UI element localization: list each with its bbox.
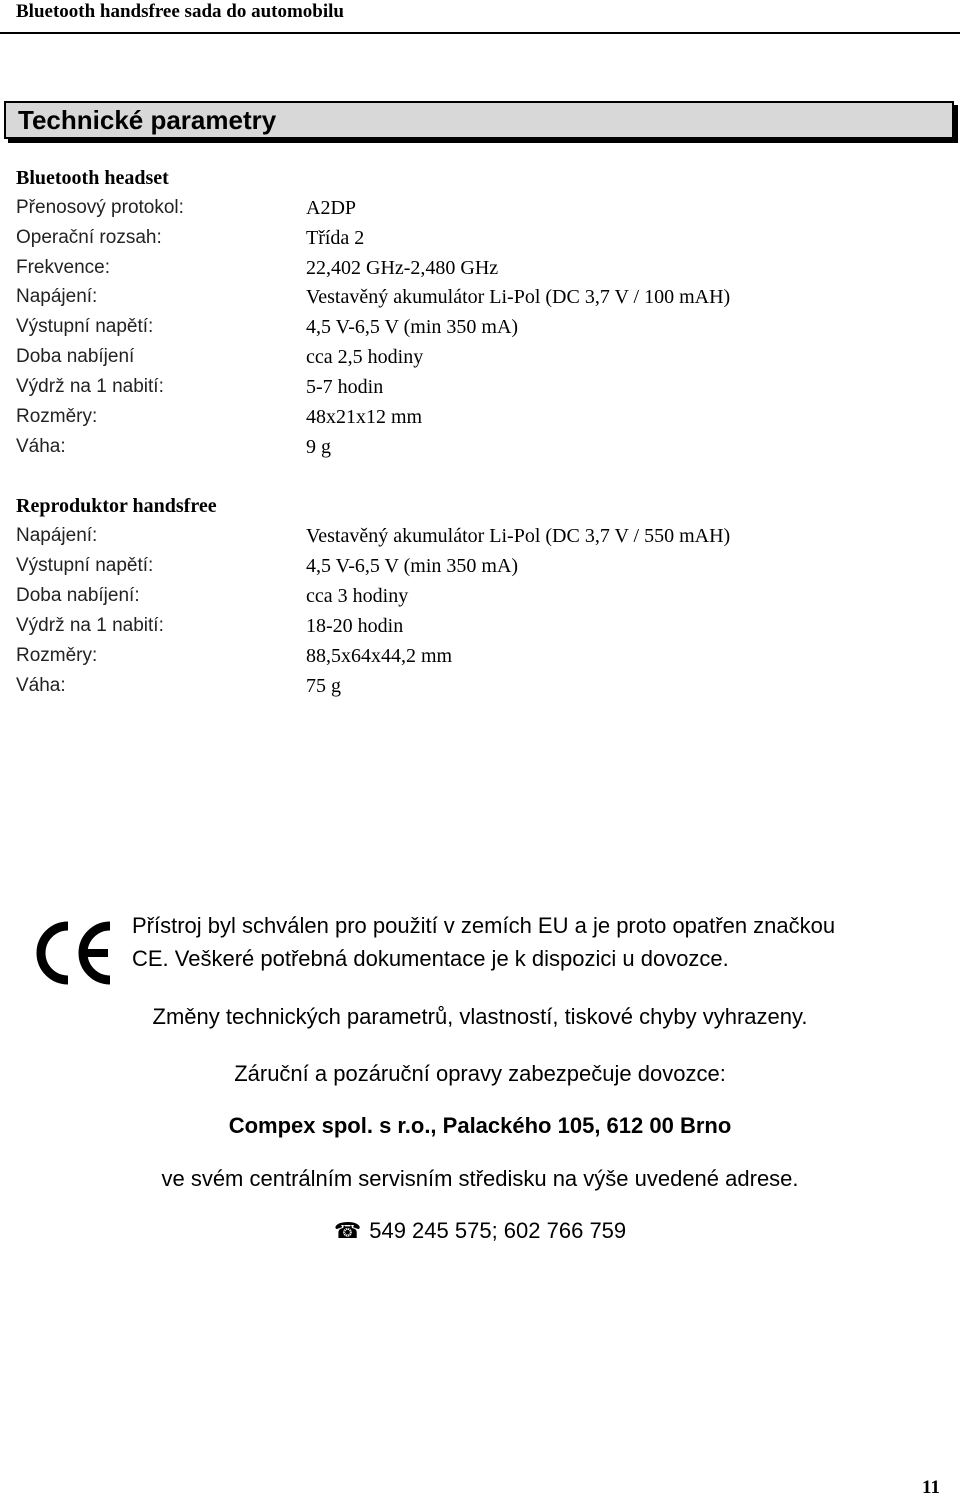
spec-value: A2DP bbox=[306, 197, 357, 219]
spec-label: Doba nabíjení: bbox=[16, 585, 140, 606]
speaker-row bbox=[16, 525, 916, 555]
spec-label: Výdrž na 1 nabití: bbox=[16, 615, 164, 636]
speaker-row bbox=[16, 645, 916, 675]
headset-heading: Bluetooth headset bbox=[16, 167, 169, 189]
spec-label: Váha: bbox=[16, 436, 66, 457]
spec-value: cca 3 hodiny bbox=[306, 585, 409, 607]
spec-label: Váha: bbox=[16, 675, 66, 696]
spec-label: Výstupní napětí: bbox=[16, 316, 154, 337]
spec-value: Třída 2 bbox=[306, 227, 365, 249]
headset-row bbox=[16, 257, 916, 287]
changes-note: Změny technických parametrů, vlastností, tiskové chyby vyhrazeny. bbox=[152, 1004, 808, 1029]
spec-value: cca 2,5 hodiny bbox=[306, 346, 424, 368]
header-divider bbox=[0, 32, 960, 34]
spec-label: Rozměry: bbox=[16, 645, 98, 666]
spec-label: Výstupní napětí: bbox=[16, 555, 154, 576]
spec-label: Doba nabíjení bbox=[16, 346, 135, 367]
spec-label: Napájení: bbox=[16, 525, 98, 546]
headset-row bbox=[16, 376, 916, 406]
spec-value: Vestavěný akumulátor Li-Pol (DC 3,7 V / 550 mAH) bbox=[306, 525, 731, 547]
speaker-row bbox=[16, 675, 916, 705]
approval-text-line-2: CE. Veškeré potřebná dokumentace je k dispozici u dovozce. bbox=[132, 946, 729, 971]
speaker-heading: Reproduktor handsfree bbox=[16, 495, 217, 517]
section-title: Technické parametry bbox=[18, 105, 277, 135]
speaker-row bbox=[16, 585, 916, 615]
headset-row bbox=[16, 286, 916, 316]
spec-value: 9 g bbox=[306, 436, 331, 458]
spec-label: Přenosový protokol: bbox=[16, 197, 184, 218]
speaker-row bbox=[16, 555, 916, 585]
telephone-icon: ☎ bbox=[333, 1218, 362, 1243]
headset-row bbox=[16, 436, 916, 466]
spec-value: 4,5 V-6,5 V (min 350 mA) bbox=[306, 555, 519, 577]
headset-row bbox=[16, 197, 916, 227]
document-header: Bluetooth handsfree sada do automobilu bbox=[16, 1, 344, 22]
spec-label: Frekvence: bbox=[16, 257, 110, 278]
spec-value: 4,5 V-6,5 V (min 350 mA) bbox=[306, 316, 519, 338]
headset-row bbox=[16, 346, 916, 376]
spec-value: 48x21x12 mm bbox=[306, 406, 423, 428]
phone-numbers: 549 245 575; 602 766 759 bbox=[369, 1218, 627, 1243]
company-address: Compex spol. s r.o., Palackého 105, 612 00 Brno bbox=[228, 1113, 732, 1138]
warranty-note: Záruční a pozáruční opravy zabezpečuje dovozce: bbox=[234, 1061, 726, 1086]
headset-row bbox=[16, 316, 916, 346]
spec-value: 75 g bbox=[306, 675, 341, 697]
spec-value: 22,402 GHz-2,480 GHz bbox=[306, 257, 499, 279]
spec-value: Vestavěný akumulátor Li-Pol (DC 3,7 V / 100 mAH) bbox=[306, 286, 731, 308]
page-number: 11 bbox=[922, 1477, 940, 1498]
spec-value: 18-20 hodin bbox=[306, 615, 404, 637]
approval-text-line-1: Přístroj byl schválen pro použití v zemích EU a je proto opatřen značkou bbox=[132, 913, 836, 938]
headset-row bbox=[16, 406, 916, 436]
spec-value: 88,5x64x44,2 mm bbox=[306, 645, 453, 667]
headset-row bbox=[16, 227, 916, 257]
spec-label: Operační rozsah: bbox=[16, 227, 162, 248]
speaker-row bbox=[16, 615, 916, 645]
spec-label: Napájení: bbox=[16, 286, 98, 307]
ce-mark-icon bbox=[30, 918, 116, 988]
spec-value: 5-7 hodin bbox=[306, 376, 384, 398]
spec-label: Rozměry: bbox=[16, 406, 98, 427]
spec-label: Výdrž na 1 nabití: bbox=[16, 376, 164, 397]
section-title-box bbox=[4, 101, 954, 139]
phone-line bbox=[0, 1218, 960, 1244]
service-note: ve svém centrálním servisním středisku na výše uvedené adrese. bbox=[161, 1166, 799, 1191]
